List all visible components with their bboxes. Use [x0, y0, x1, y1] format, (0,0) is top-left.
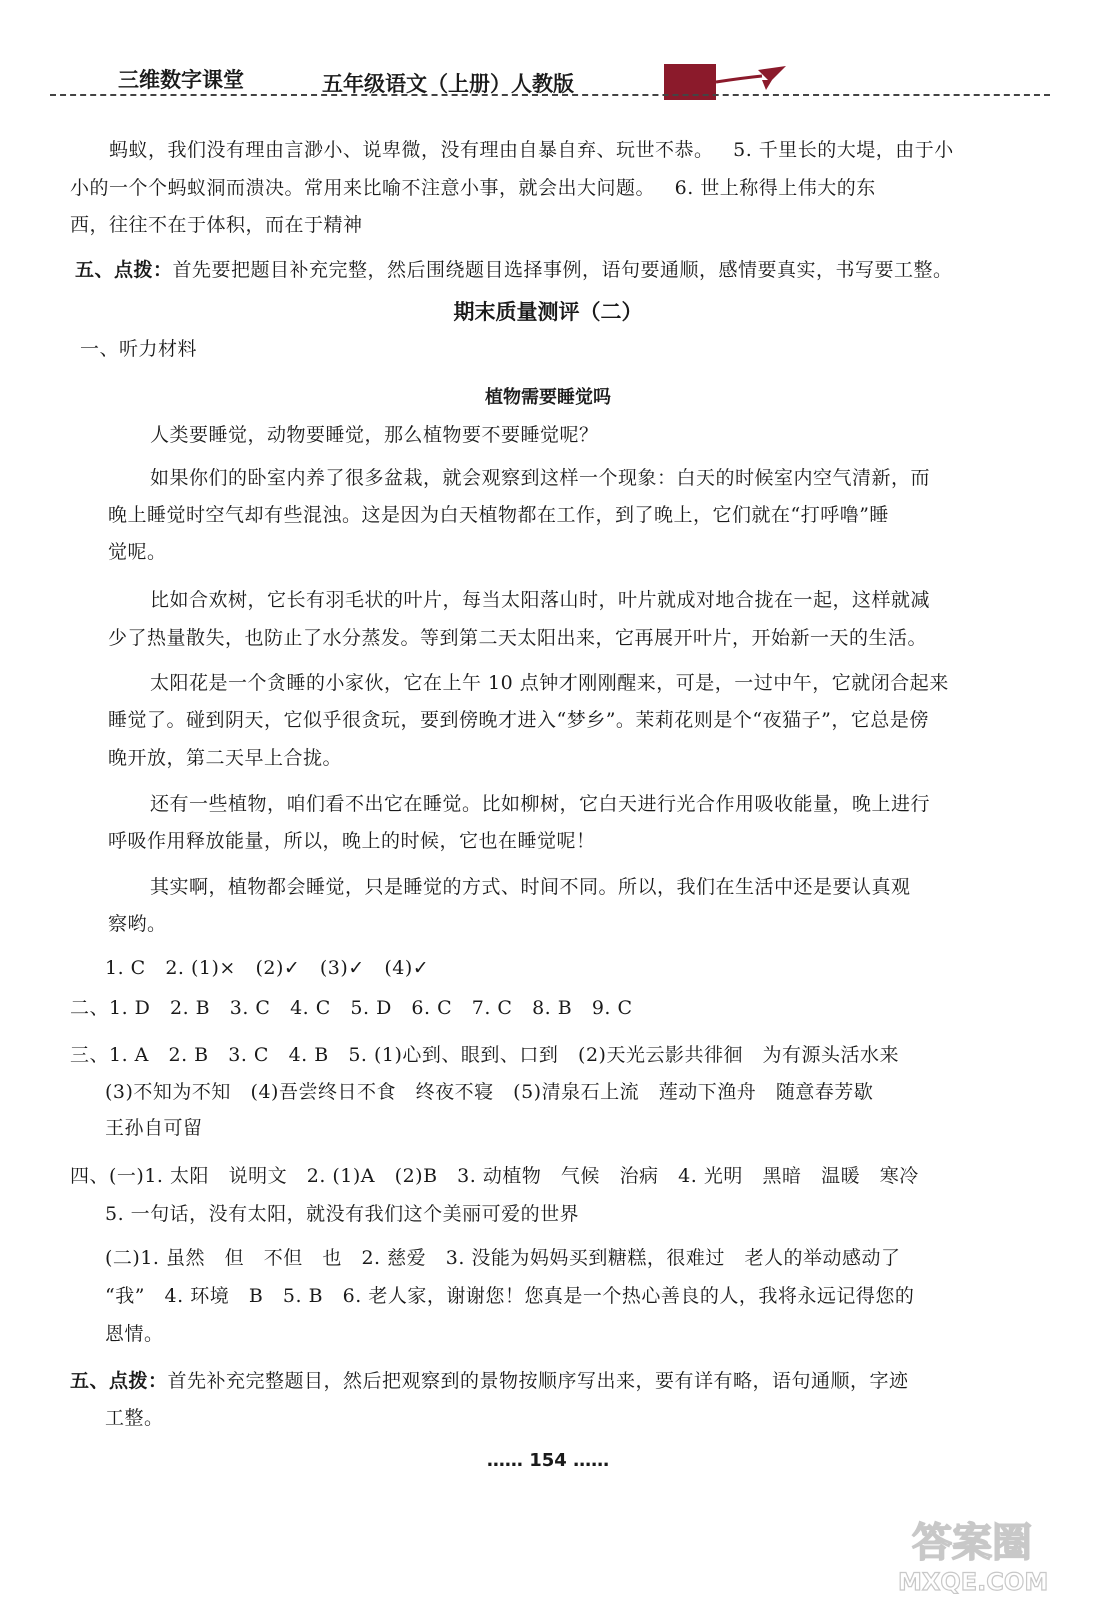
page-dots-left: ……	[486, 1450, 523, 1471]
header-divider	[50, 94, 1050, 96]
answer-line: 恩情。	[105, 1323, 164, 1345]
text-line: 西，往往不在于体积，而在于精神	[70, 214, 363, 236]
answer-line: 工整。	[105, 1407, 164, 1429]
watermark-text: 答案圈	[912, 1520, 1032, 1566]
passage-line: 晚开放，第二天早上合拢。	[108, 747, 343, 769]
answer-line: 1. C 2. (1)× (2)✓ (3)✓ (4)✓	[105, 957, 430, 979]
tip-text: 首先要把题目补充完整，然后围绕题目选择事例，语句要通顺，感情要真实，书写要工整。	[172, 259, 953, 281]
answer-line: (二)1. 虽然 但 不但 也 2. 慈爱 3. 没能为妈妈买到糖糕，很难过 老人的举动感动了	[105, 1247, 901, 1269]
page-number	[0, 1450, 1096, 1471]
passage-line: 晚上睡觉时空气却有些混浊。这是因为白天植物都在工作，到了晚上，它们就在“打呼噜”睡	[108, 504, 889, 526]
passage-line: 睡觉了。碰到阴天，它似乎很贪玩，要到傍晚才进入“梦乡”。茉莉花则是个“夜猫子”，它总是傍	[108, 709, 929, 731]
section-heading: 一、听力材料	[80, 338, 198, 360]
passage-line: 人类要睡觉，动物要睡觉，那么植物要不要睡觉呢？	[150, 424, 599, 446]
page-dots-right: ……	[573, 1450, 610, 1471]
test-title: 期末质量测评（二）	[453, 300, 643, 324]
passage-line: 太阳花是一个贪睡的小家伙，它在上午 10 点钟才刚刚醒来，可是，一过中午，它就闭合起来	[150, 672, 949, 694]
answer-line: “我” 4. 环境 B 5. B 6. 老人家，谢谢您！您真是一个热心善良的人，我将永远记得您的	[105, 1285, 915, 1307]
section-5-tip	[75, 252, 1050, 288]
text-line: 小的一个个蚂蚁洞而溃决。常用来比喻不注意小事，就会出大问题。 6. 世上称得上伟大的东	[70, 177, 876, 199]
passage-title: 植物需要睡觉吗	[485, 387, 611, 408]
tip-text: 首先补充完整题目，然后把观察到的景物按顺序写出来，要有详有略，语句通顺，字迹	[167, 1370, 909, 1392]
passage-line: 呼吸作用释放能量，所以，晚上的时候，它也在睡觉呢！	[108, 830, 596, 852]
passage-line: 如果你们的卧室内养了很多盆栽，就会观察到这样一个现象：白天的时候室内空气清新，而	[150, 467, 931, 489]
text-line: 蚂蚁，我们没有理由言渺小、说卑微，没有理由自暴自弃、玩世不恭。 5. 千里长的大堤，由于小	[109, 139, 954, 161]
passage-line: 察哟。	[108, 913, 167, 935]
passage-line: 比如合欢树，它长有羽毛状的叶片，每当太阳落山时，叶片就成对地合拢在一起，这样就减	[150, 589, 931, 611]
page-number-value: 154	[529, 1450, 567, 1471]
rocket-logo-icon	[662, 60, 792, 104]
book-title: 五年级语文（上册）人教版	[322, 72, 574, 96]
passage-line: 觉呢。	[108, 541, 167, 563]
passage-line: 少了热量散失，也防止了水分蒸发。等到第二天太阳出来，它再展开叶片，开始新一天的生活。	[108, 627, 928, 649]
answer-line: 三、1. A 2. B 3. C 4. B 5. (1)心到、眼到、口到 (2)天光云影共徘徊 为有源头活水来	[70, 1044, 900, 1066]
answer-line: (3)不知为不知 (4)吾尝终日不食 终夜不寝 (5)清泉石上流 莲动下渔舟 随意春芳歇	[105, 1081, 874, 1103]
answer-tip	[70, 1363, 1045, 1399]
page-header	[50, 58, 1050, 103]
answer-line: 二、1. D 2. B 3. C 4. C 5. D 6. C 7. C 8. B 9. C	[70, 997, 633, 1019]
tip-label: 五、点拨：	[75, 259, 173, 281]
watermark-url: MXQE.COM	[898, 1568, 1049, 1594]
watermark-logo-icon	[868, 1512, 1078, 1594]
series-name: 三维数字课堂	[118, 68, 244, 92]
answer-line: 王孙自可留	[105, 1117, 203, 1139]
tip-label: 五、点拨：	[70, 1370, 168, 1392]
answer-line: 5. 一句话，没有太阳，就没有我们这个美丽可爱的世界	[105, 1203, 580, 1225]
answer-line: 四、(一)1. 太阳 说明文 2. (1)A (2)B 3. 动植物 气候 治病 4. 光明 黑暗 温暖 寒冷	[70, 1165, 919, 1187]
passage-line: 其实啊，植物都会睡觉，只是睡觉的方式、时间不同。所以，我们在生活中还是要认真观	[150, 876, 911, 898]
passage-line: 还有一些植物，咱们看不出它在睡觉。比如柳树，它白天进行光合作用吸收能量，晚上进行	[150, 793, 931, 815]
